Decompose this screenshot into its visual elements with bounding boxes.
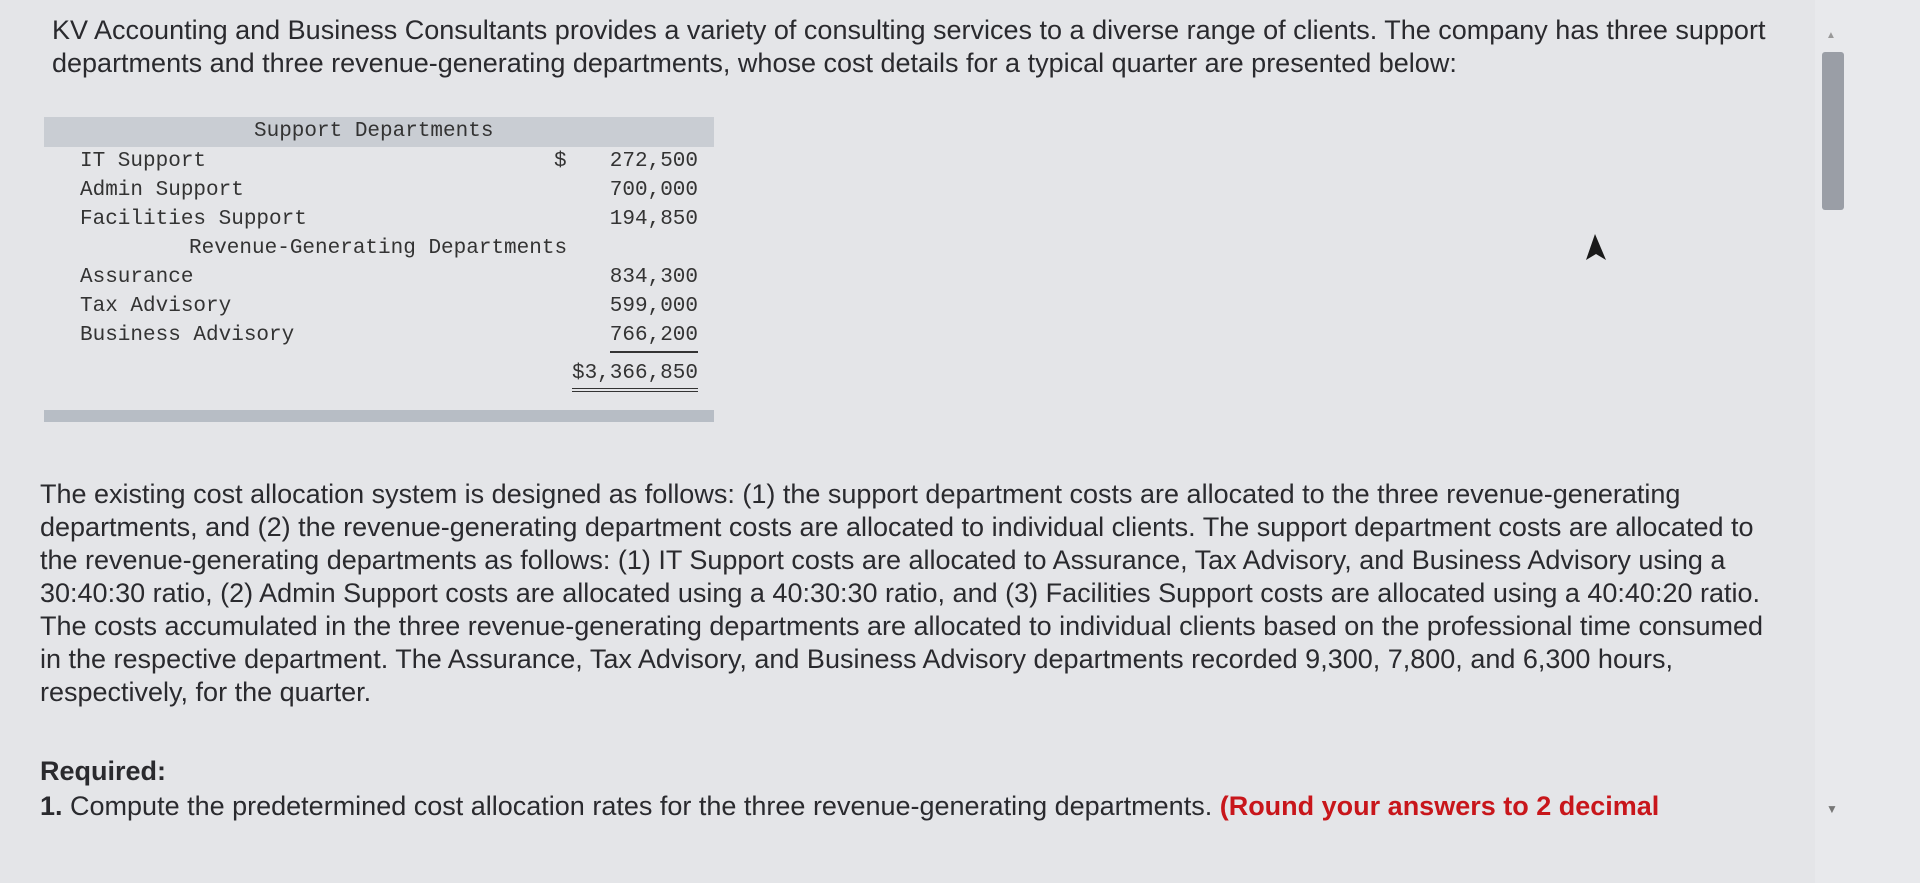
row-value: 194,850: [609, 208, 698, 231]
row-value: 766,200: [610, 321, 698, 353]
question-number: 1.: [40, 791, 63, 821]
row-value: 272,500: [609, 150, 698, 173]
mouse-pointer-icon: [1582, 232, 1608, 268]
table-row: [44, 205, 714, 234]
table-row: [44, 176, 714, 205]
row-label: IT Support: [80, 150, 207, 173]
chevron-down-icon[interactable]: ▼: [1826, 802, 1838, 816]
dollar-sign: $: [554, 150, 567, 173]
total-value: $3,366,850: [572, 360, 698, 392]
required-heading: Required:: [40, 756, 167, 786]
chevron-up-icon[interactable]: ▲: [1826, 30, 1836, 41]
question-1: [40, 791, 1659, 822]
table-row: [44, 147, 714, 176]
rounding-instruction: (Round your answers to 2 decimal: [1219, 791, 1660, 821]
row-label: Tax Advisory: [80, 295, 232, 318]
row-label: Facilities Support: [80, 208, 307, 231]
table-footer-bar: [44, 410, 714, 422]
scrollbar-thumb[interactable]: [1822, 52, 1844, 210]
table-row: [44, 321, 714, 350]
row-value: 834,300: [609, 266, 698, 289]
allocation-description: The existing cost allocation system is designed as follows: (1) the support department costs are allocated to the three revenue-generating departments, and (2) the revenue-generating department costs are allocated to individual clients. The support department costs are allocated to the revenue-generating departments as follows: (1) IT Support costs are allocated to Assurance, Tax Advisory, and Business Advisory using a 30:40:30 ratio, (2) Admin Support costs are allocated using a 40:30:30 ratio, and (3) Facilities Support costs are allocated using a 40:40:20 ratio. The costs accumulated in the three revenue-generating departments are allocated to individual clients based on the professional time consumed in the respective department. The Assurance, Tax Advisory, and Business Advisory departments recorded 9,300, 7,800, and 6,300 hours, respectively, for the quarter.: [40, 479, 1764, 707]
table-row: [44, 263, 714, 292]
table-row: [44, 292, 714, 321]
question-text: Compute the predetermined cost allocation rates for the three revenue-generating departments.: [62, 791, 1220, 821]
intro-paragraph: KV Accounting and Business Consultants provides a variety of consulting services to a diverse range of clients. The company has three support departments and three revenue-generating departments, whose cost details for a typical quarter are presented below:: [52, 15, 1766, 78]
row-label: Business Advisory: [80, 324, 295, 347]
row-value: 700,000: [609, 179, 698, 202]
row-label: Admin Support: [80, 179, 244, 202]
revenue-departments-header: Revenue-Generating Departments: [189, 237, 568, 260]
total-row: [44, 350, 714, 398]
support-departments-header: Support Departments: [44, 117, 714, 147]
cost-table: [44, 117, 714, 422]
row-value: 599,000: [609, 295, 698, 318]
row-label: Assurance: [80, 266, 194, 289]
